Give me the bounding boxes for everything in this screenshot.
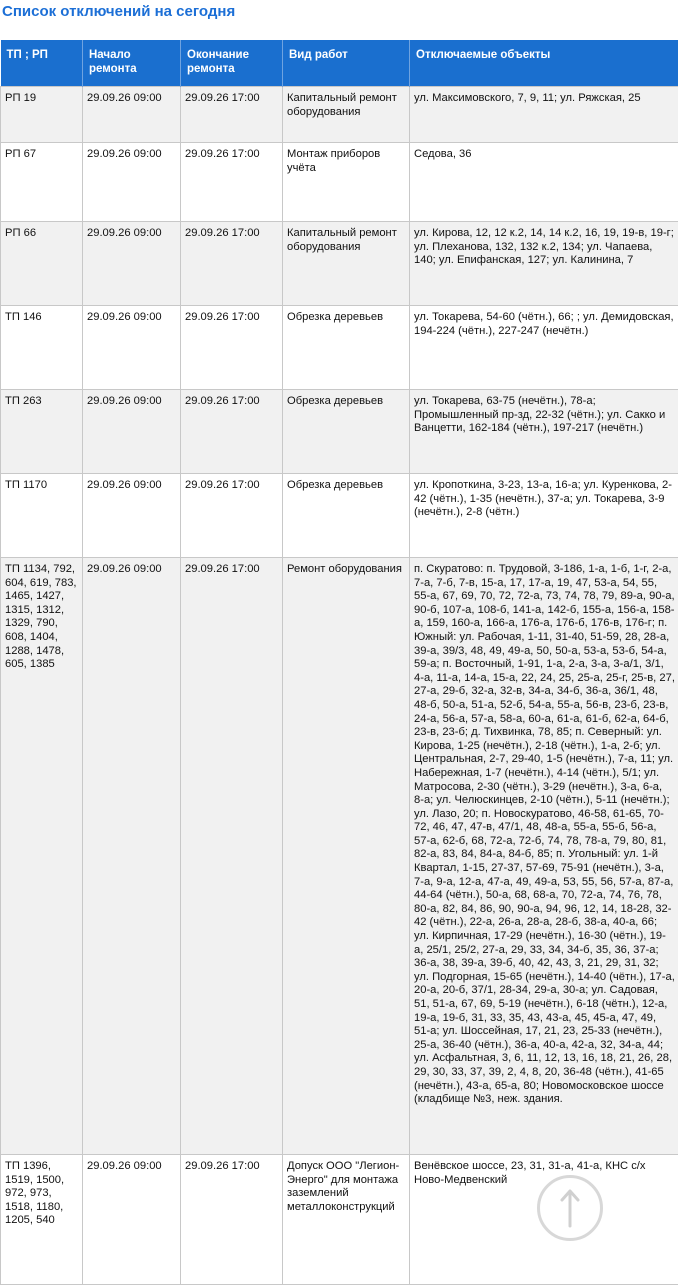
column-header-substation: ТП ; РП [1, 40, 83, 87]
cell-work-type: Обрезка деревьев [283, 390, 410, 474]
cell-substation: ТП 1396, 1519, 1500, 972, 973, 1518, 1180, 1205, 540 [1, 1155, 83, 1285]
outages-table [0, 40, 678, 1285]
cell-objects: ул. Максимовского, 7, 9, 11; ул. Ряжская, 25 [410, 87, 678, 143]
table-row [1, 390, 678, 474]
cell-end: 29.09.26 17:00 [181, 558, 283, 1155]
cell-substation: РП 67 [1, 143, 83, 222]
table-row [1, 222, 678, 306]
cell-start: 29.09.26 09:00 [83, 558, 181, 1155]
cell-end: 29.09.26 17:00 [181, 143, 283, 222]
cell-end: 29.09.26 17:00 [181, 474, 283, 558]
cell-work-type: Капитальный ремонт оборудования [283, 222, 410, 306]
table-header-row [1, 40, 678, 87]
cell-start: 29.09.26 09:00 [83, 1155, 181, 1285]
cell-objects: ул. Кирова, 12, 12 к.2, 14, 14 к.2, 16, 19, 19-в, 19-г; ул. Плеханова, 132, 132 к.2, 134; ул. Чапаева, 140; ул. Епифанская, 127; ул. Калинина, 7 [410, 222, 678, 306]
cell-work-type: Монтаж приборов учёта [283, 143, 410, 222]
scroll-to-top-button[interactable] [537, 1175, 603, 1241]
cell-end: 29.09.26 17:00 [181, 222, 283, 306]
cell-work-type: Допуск ООО "Легион-Энерго" для монтажа заземлений металлоконструкций [283, 1155, 410, 1285]
cell-work-type: Обрезка деревьев [283, 306, 410, 390]
cell-end: 29.09.26 17:00 [181, 87, 283, 143]
cell-start: 29.09.26 09:00 [83, 143, 181, 222]
cell-end: 29.09.26 17:00 [181, 1155, 283, 1285]
cell-substation: ТП 263 [1, 390, 83, 474]
cell-substation: РП 19 [1, 87, 83, 143]
cell-objects: Седова, 36 [410, 143, 678, 222]
page-title: Список отключений на сегодня [2, 3, 235, 20]
cell-work-type: Ремонт оборудования [283, 558, 410, 1155]
cell-work-type: Обрезка деревьев [283, 474, 410, 558]
cell-objects: п. Скуратово: п. Трудовой, 3-186, 1-а, 1-б, 1-г, 2-а, 7-а, 7-б, 7-в, 15-а, 17, 17-а, 19, 47, 53-а, 54, 55, 55-а, 67, 69, 70, 72, 72-а, 73, 74, 78, 79, 89-а, 90-а, 90-б, 107-а, 108-б, 141-а, 142-б, 155-а, 156-а, 158-а, 159, 160-а, 166-а, 176-а, 176-б, 176-в, 176-г; п. Южный: ул. Рабочая, 1-11, 31-40, 51-59, 28, 28-а, 39-а, 39/3, 48, 49, 49-а, 50, 50-а, 53-а, 53-б, 54-а, 59-а; п. Восточный, 1-91, 1-а, 2-а, 3-а, 3-а/1, 3/1, 4-а, 11-а, 14-а, 15-а, 22, 24, 25, 25-а, 25-г, 25-в, 27, 27-а, 29-б, 32-а, 32-в, 34-а, 34-б, 36-а, 36/1, 48, 48-б, 50-а, 51-а, 52-б, 54-а, 55-а, 56-в, 23-б, 23-в, 24-а, 56-а, 57-а, 58-а, 60-а, 61-а, 61-б, 62-а, 64-б, 23-в, 23-б; д. Тихвинка, 78, 85; п. Северный: ул. Кирова, 1-25 (нечётн.), 2-18 (чётн.), 1-а, 2-б; ул. Центральная, 2-7, 29-40, 1-5 (нечётн.), 7-а, 11; ул. Набережная, 1-7 (нечётн.), 4-14 (чётн.), 5/1; ул. Матросова, 2-30 (чётн.), 3-29 (нечётн.), 3-а, 6-а, 8-а; ул. Челюскинцев, 2-10 (чётн.), 5-11 (нечётн.); ул. Лазо, 20; п. Новоскуратово, 46-58, 61-65, 70-72, 46, 47, 47-в, 47/1, 48, 48-а, 55-а, 55-б, 56-а, 57-а, 62-б, 68, 72-а, 72-б, 74, 78, 78-а, 79, 80, 81, 82-а, 83, 84, 84-а, 84-б, 85; п. Угольный: ул. 1-й Квартал, 1-15, 27-37, 57-69, 75-91 (нечётн.), 3-а, 7-а, 9-а, 12-а, 47-а, 49, 49-а, 53, 55, 56, 57-а, 87-а, 44-64 (чётн.), 50-а, 68, 68-а, 70, 72-а, 74, 76, 78, 80-а, 82, 84, 86, 90, 90-а, 94, 96, 12, 14, 18-28, 32-42 (чётн.), 22-а, 26-а, 28-а, 28-б, 38-а, 40-а, 66; ул. Кирпичная, 17-29 (нечётн.), 16-30 (чётн.), 19-а, 25/1, 25/2, 27-а, 29, 33, 34, 34-б, 35, 36, 37-а; 36-а, 38, 39-а, 39-б, 40, 42, 43, 3, 21, 29, 31, 32; ул. Подгорная, 15-65 (нечётн.), 14-40 (чётн.), 17-а, 20-а, 20-б, 37/1, 28-34, 29-а, 30-а; ул. Садовая, 51, 51-а, 67, 69, 5-19 (нечётн.), 6-18 (чётн.), 12-а, 19-а, 19-б, 31, 33, 35, 43, 43-а, 45, 45-а, 47, 49, 51-а; ул. Шоссейная, 17, 21, 23, 25-33 (нечётн.), 25-а, 36-40 (чётн.), 36-а, 40-а, 42-а, 32, 34-а, 44; ул. Асфальтная, 3, 6, 11, 12, 13, 16, 18, 21, 26, 28, 29, 30, 33, 37, 39, 2, 4, 8, 20, 36-48 (чётн.), 41-65 (нечётн.), 43-а, 65-а, 80; Новомосковское шоссе (кладбище №3, неж. здания. [410, 558, 678, 1155]
cell-work-type: Капитальный ремонт оборудования [283, 87, 410, 143]
table-row [1, 143, 678, 222]
cell-start: 29.09.26 09:00 [83, 390, 181, 474]
cell-substation: ТП 1134, 792, 604, 619, 783, 1465, 1427, 1315, 1312, 1329, 790, 608, 1404, 1288, 1478, 605, 1385 [1, 558, 83, 1155]
table-row [1, 87, 678, 143]
cell-end: 29.09.26 17:00 [181, 390, 283, 474]
cell-substation: ТП 146 [1, 306, 83, 390]
column-header-work-type: Вид работ [283, 40, 410, 87]
cell-objects: ул. Токарева, 54-60 (чётн.), 66; ; ул. Демидовская, 194-224 (чётн.), 227-247 (нечётн.) [410, 306, 678, 390]
table-row [1, 306, 678, 390]
table-row [1, 558, 678, 1155]
column-header-start: Начало ремонта [83, 40, 181, 87]
table-row [1, 474, 678, 558]
cell-objects: ул. Кропоткина, 3-23, 13-а, 16-а; ул. Куренкова, 2-42 (чётн.), 1-35 (нечётн.), 37-а; ул. Токарева, 3-9 (нечётн.), 2-8 (чётн.) [410, 474, 678, 558]
cell-substation: ТП 1170 [1, 474, 83, 558]
cell-start: 29.09.26 09:00 [83, 222, 181, 306]
cell-objects: Венёвское шоссе, 23, 31, 31-а, 41-а, КНС с/х Ново-Медвенский [410, 1155, 678, 1285]
cell-end: 29.09.26 17:00 [181, 306, 283, 390]
cell-start: 29.09.26 09:00 [83, 474, 181, 558]
column-header-end: Окончание ремонта [181, 40, 283, 87]
cell-objects: ул. Токарева, 63-75 (нечётн.), 78-а; Промышленный пр-зд, 22-32 (чётн.); ул. Сакко и Ванцетти, 162-184 (чётн.), 197-217 (нечётн.) [410, 390, 678, 474]
column-header-objects: Отключаемые объекты [410, 40, 678, 87]
cell-substation: РП 66 [1, 222, 83, 306]
arrow-up-icon [540, 1178, 600, 1238]
cell-start: 29.09.26 09:00 [83, 87, 181, 143]
cell-start: 29.09.26 09:00 [83, 306, 181, 390]
